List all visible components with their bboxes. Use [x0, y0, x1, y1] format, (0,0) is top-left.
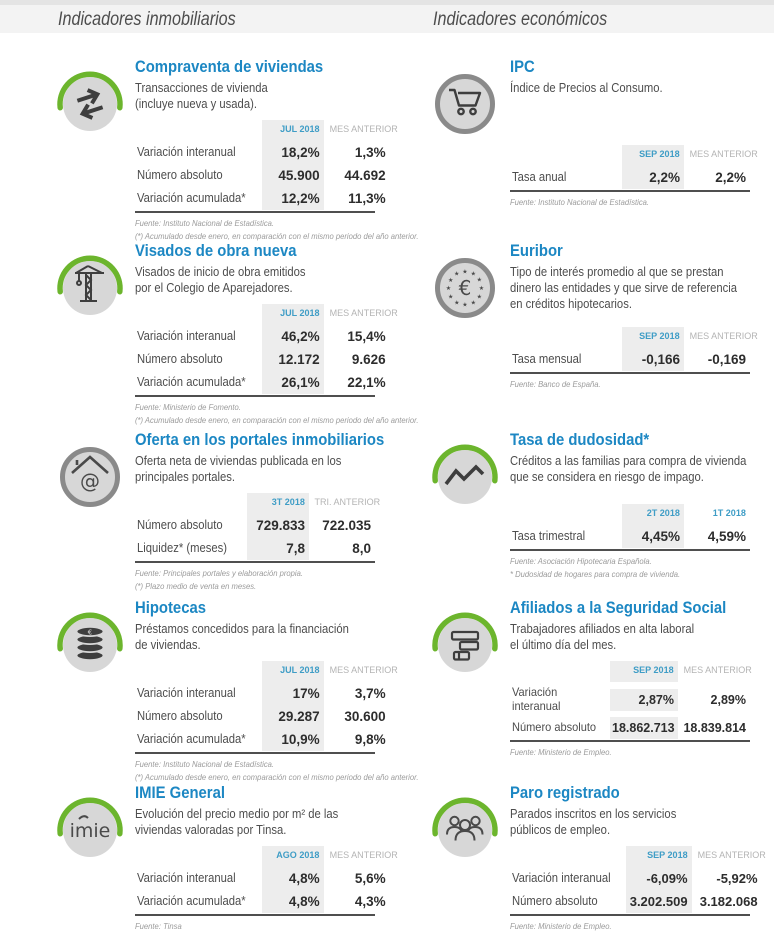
description-line: Préstamos concedidos para la financiación [135, 621, 349, 636]
value-current: 17% [262, 682, 324, 705]
section-icon-wrap [430, 431, 510, 581]
shopping-cart-icon [430, 64, 500, 138]
value-previous: 3,7% [354, 685, 386, 701]
section-footnotes [135, 401, 419, 427]
description-line: Transacciones de vivienda [135, 80, 268, 95]
row-label: Número absoluto [512, 720, 597, 735]
section-paro [430, 784, 766, 933]
section-description [510, 454, 750, 486]
section-footnotes [135, 217, 419, 243]
section-icon-wrap [55, 599, 135, 784]
footnote-line: Fuente: Banco de España. [510, 378, 601, 389]
footnote-line: (*) Plazo medio de venta en meses. [135, 580, 257, 591]
section-footnotes [135, 567, 375, 593]
column-header-previous: MES ANTERIOR [697, 849, 766, 861]
section-title: Hipotecas [135, 599, 206, 617]
svg-text:★: ★ [478, 285, 485, 292]
column-header-current: SEP 2018 [622, 327, 684, 348]
indicator-table [510, 846, 766, 913]
right-column-title: Indicadores económicos [433, 9, 608, 30]
svg-text:★: ★ [476, 293, 482, 301]
column-header-current: AGO 2018 [262, 846, 324, 867]
value-previous: 2,2% [715, 169, 746, 185]
section-description [510, 265, 750, 313]
svg-text:@: @ [80, 469, 100, 493]
description-line: de viviendas. [135, 637, 201, 652]
section-imie [55, 784, 398, 933]
footnote-line: (*) Acumulado desde enero, en comparación con el mismo periodo del año anterior. [135, 771, 419, 782]
value-current: 4,8% [262, 890, 324, 913]
row-label: Variación acumulada* [137, 894, 246, 909]
column-header-previous: 1T 2018 [712, 507, 746, 519]
value-current: 729.833 [247, 514, 309, 537]
section-content [510, 431, 750, 581]
value-previous: -5,92% [716, 870, 758, 886]
row-label: Tasa anual [512, 170, 567, 185]
section-content [135, 242, 419, 427]
value-current: 26,1% [262, 371, 324, 394]
section-afiliados [430, 599, 750, 759]
section-compraventa [55, 58, 419, 243]
section-description [135, 807, 375, 839]
section-content [135, 599, 419, 784]
table-rule [135, 561, 375, 563]
description-line: Parados inscritos en los servicios [510, 806, 677, 821]
footnote-line: Fuente: Ministerio de Empleo. [510, 747, 612, 758]
footnote-line: (*) Acumulado desde enero, en comparación con el mismo periodo del año anterior. [135, 230, 419, 241]
value-current: 3.202.509 [626, 890, 692, 913]
column-header-previous: MES ANTERIOR [689, 330, 758, 342]
row-label: Tasa trimestral [512, 529, 586, 544]
column-header-previous: MES ANTERIOR [329, 123, 398, 135]
value-current: 2,2% [622, 166, 684, 189]
value-current: -0,166 [622, 348, 684, 371]
section-oferta [55, 431, 385, 593]
value-previous: 8,0 [352, 540, 371, 556]
svg-text:★: ★ [454, 299, 460, 307]
euro-stars-icon [430, 248, 500, 322]
section-footnotes [510, 746, 750, 759]
svg-text:★: ★ [448, 293, 454, 301]
section-icon-wrap [55, 58, 135, 243]
footnote-line: Fuente: Instituto Nacional de Estadística. [510, 196, 650, 207]
row-label: Variación acumulada* [137, 375, 246, 390]
footnote-line: Fuente: Instituto Nacional de Estadística. [135, 217, 275, 228]
table-corner [510, 504, 622, 525]
row-label: Variación interanual [137, 329, 236, 344]
value-current: 45.900 [262, 164, 324, 187]
column-header-current: SEP 2018 [626, 846, 692, 867]
section-title: Afiliados a la Seguridad Social [510, 599, 727, 617]
section-footnotes [510, 196, 750, 209]
row-label: Número absoluto [137, 518, 223, 533]
footnote-line: Fuente: Asociación Hipotecaria Española. [510, 555, 652, 566]
imie-logo-icon [55, 790, 125, 864]
table-rule [135, 752, 375, 754]
section-footnotes [135, 920, 375, 933]
section-ipc [430, 58, 758, 209]
crane-icon [55, 248, 125, 322]
section-description [135, 265, 375, 297]
section-footnotes [510, 920, 750, 933]
footnote-line: (*) Acumulado desde enero, en comparación con el mismo periodo del año anterior. [135, 414, 419, 425]
row-label: Variación interanual [137, 871, 236, 886]
section-description [135, 454, 375, 486]
svg-text:★: ★ [448, 276, 454, 284]
section-description [510, 622, 750, 654]
svg-text:★: ★ [462, 301, 468, 309]
section-title: Oferta en los portales inmobiliarios [135, 431, 385, 449]
section-content [135, 58, 419, 243]
svg-text:imie: imie [69, 820, 111, 842]
description-line: Trabajadores afiliados en alta laboral [510, 621, 695, 636]
description-line: públicos de empleo. [510, 822, 611, 837]
description-line: (incluye nueva y usada). [135, 96, 257, 111]
table-corner [510, 327, 622, 348]
row-label: Número absoluto [137, 352, 223, 367]
table-rule [135, 914, 375, 916]
column-header-current: 3T 2018 [247, 493, 309, 514]
column-header-current: SEP 2018 [622, 145, 684, 166]
description-line: Evolución del precio medio por m² de las [135, 806, 339, 821]
value-current: 46,2% [262, 325, 324, 348]
indicator-table [510, 661, 750, 740]
value-previous: 9,8% [354, 731, 386, 747]
value-previous: 44.692 [344, 167, 386, 183]
indicator-table [135, 661, 398, 751]
section-icon-wrap [55, 431, 135, 593]
column-header-previous: MES ANTERIOR [689, 148, 758, 160]
coins-stack-icon [55, 605, 125, 679]
description-line: Visados de inicio de obra emitidos [135, 264, 306, 279]
value-current: 2,87% [610, 689, 678, 711]
trend-zigzag-icon [430, 437, 500, 511]
section-title: Paro registrado [510, 784, 620, 802]
description-line: el último día del mes. [510, 637, 617, 652]
value-previous: 2,89% [710, 692, 746, 707]
column-header-previous: MES ANTERIOR [329, 849, 398, 861]
exchange-arrows-icon [55, 64, 125, 138]
value-current: 4,45% [622, 525, 684, 548]
row-label: Variación interanual [137, 145, 236, 160]
value-current: 4,8% [262, 867, 324, 890]
section-icon-wrap [430, 58, 510, 209]
value-current: 18,2% [262, 141, 324, 164]
section-hipotecas [55, 599, 419, 784]
row-label: Número absoluto [137, 709, 223, 724]
svg-text:★: ★ [470, 299, 476, 307]
section-description [510, 807, 750, 839]
layered-bars-icon [430, 605, 500, 679]
section-euribor [430, 242, 758, 391]
indicator-table [135, 846, 398, 913]
svg-text:★: ★ [470, 270, 476, 278]
section-content [510, 58, 758, 209]
indicator-table [135, 304, 398, 394]
column-header-current: JUL 2018 [262, 304, 324, 325]
row-label: Tasa mensual [512, 352, 582, 367]
svg-text:★: ★ [454, 270, 460, 278]
table-rule [510, 914, 750, 916]
table-corner [510, 661, 610, 682]
description-line: dinero las entidades y que sirve de referencia [510, 280, 738, 295]
house-at-icon [55, 437, 125, 511]
section-icon-wrap [430, 242, 510, 391]
left-column-title: Indicadores inmobiliarios [58, 9, 236, 30]
table-rule [510, 549, 750, 551]
footnote-line: Fuente: Tinsa [135, 920, 182, 931]
table-rule [135, 395, 375, 397]
column-header-previous: MES ANTERIOR [329, 307, 398, 319]
section-icon-wrap [430, 784, 510, 933]
section-title: Euribor [510, 242, 563, 260]
table-rule [510, 190, 750, 192]
description-line: Índice de Precios al Consumo. [510, 80, 663, 95]
footnote-line: Fuente: Ministerio de Empleo. [510, 920, 612, 931]
row-label: Número absoluto [137, 168, 223, 183]
value-current: 12.172 [262, 348, 324, 371]
value-previous: 4,3% [354, 893, 386, 909]
value-current: -6,09% [626, 867, 692, 890]
value-current: 18.862.713 [610, 717, 678, 739]
table-corner [135, 846, 262, 867]
section-title: Visados de obra nueva [135, 242, 297, 260]
value-current: 7,8 [247, 537, 309, 560]
svg-text:★: ★ [476, 276, 482, 284]
column-header-previous: TRI. ANTERIOR [314, 496, 381, 508]
section-content [510, 784, 766, 933]
header-bar [0, 0, 774, 33]
value-previous: 722.035 [322, 517, 371, 533]
value-current: 29.287 [262, 705, 324, 728]
table-rule [510, 372, 750, 374]
section-icon-wrap [55, 784, 135, 933]
svg-text:★: ★ [462, 268, 468, 276]
value-previous: 3.182.068 [699, 893, 758, 909]
section-title: Compraventa de viviendas [135, 58, 324, 76]
section-footnotes [510, 378, 750, 391]
section-content [135, 431, 385, 593]
value-previous: -0,169 [707, 351, 746, 367]
value-previous: 30.600 [344, 708, 386, 724]
description-line: viviendas valoradas por Tinsa. [135, 822, 287, 837]
svg-text:€: € [87, 628, 93, 637]
value-previous: 5,6% [354, 870, 386, 886]
people-group-icon [430, 790, 500, 864]
row-label: Variación acumulada* [137, 732, 246, 747]
column-header-current: JUL 2018 [262, 661, 324, 682]
value-previous: 15,4% [347, 328, 386, 344]
section-icon-wrap [55, 242, 135, 427]
indicator-table [135, 120, 398, 210]
description-line: Oferta neta de viviendas publicada en los [135, 453, 342, 468]
description-line: por el Colegio de Aparejadores. [135, 280, 293, 295]
value-previous: 18.839.814 [683, 721, 746, 736]
value-previous: 11,3% [348, 190, 386, 206]
column-header-current: JUL 2018 [262, 120, 324, 141]
row-label: Variación interanual [512, 871, 611, 886]
section-content [135, 784, 398, 933]
row-label: Variación interanual [512, 684, 561, 713]
footnote-line: Fuente: Ministerio de Fomento. [135, 401, 241, 412]
row-label: Liquidez* (meses) [137, 541, 228, 556]
section-title: Tasa de dudosidad* [510, 431, 650, 449]
description-line: en créditos hipotecarios. [510, 296, 632, 311]
description-line: principales portales. [135, 469, 236, 484]
indicator-table [510, 327, 758, 371]
column-header-previous: MES ANTERIOR [683, 664, 752, 676]
table-corner [135, 661, 262, 682]
value-previous: 9.626 [351, 351, 386, 367]
table-corner [510, 846, 626, 867]
value-previous: 4,59% [707, 528, 746, 544]
section-title: IPC [510, 58, 535, 76]
value-current: 10,9% [262, 728, 324, 751]
section-content [510, 599, 750, 759]
description-line: que se considera en riesgo de impago. [510, 469, 704, 484]
footnote-line: Fuente: Principales portales y elaboración propia. [135, 567, 303, 578]
row-label: Número absoluto [512, 894, 598, 909]
value-previous: 1,3% [354, 144, 386, 160]
column-header-current: 2T 2018 [622, 504, 684, 525]
footnote-line: * Dudosidad de hogares para compra de vivienda. [510, 568, 681, 579]
section-title: IMIE General [135, 784, 225, 802]
section-footnotes [510, 555, 750, 581]
section-footnotes [135, 758, 419, 784]
table-corner [510, 145, 622, 166]
section-description [135, 81, 375, 113]
section-content [510, 242, 758, 391]
indicator-table [135, 493, 381, 560]
table-rule [135, 211, 375, 213]
section-description [135, 622, 375, 654]
table-corner [135, 304, 262, 325]
description-line: Tipo de interés promedio al que se prestan [510, 264, 724, 279]
section-dudosidad [430, 431, 750, 581]
footnote-line: Fuente: Instituto Nacional de Estadística. [135, 758, 275, 769]
section-description [510, 81, 750, 97]
value-previous: 22,1% [347, 374, 386, 390]
table-corner [135, 120, 262, 141]
table-rule [510, 740, 750, 742]
value-current: 12,2% [262, 187, 324, 210]
description-line: Créditos a las familias para compra de vivienda [510, 453, 747, 468]
indicator-table [510, 145, 758, 189]
svg-text:★: ★ [445, 285, 452, 292]
row-label: Variación acumulada* [137, 191, 246, 206]
table-corner [135, 493, 247, 514]
svg-text:€: € [458, 276, 472, 300]
column-header-current: SEP 2018 [610, 661, 678, 682]
indicator-table [510, 504, 750, 548]
section-icon-wrap [430, 599, 510, 759]
row-label: Variación interanual [137, 686, 236, 701]
column-header-previous: MES ANTERIOR [329, 664, 398, 676]
section-visados [55, 242, 419, 427]
